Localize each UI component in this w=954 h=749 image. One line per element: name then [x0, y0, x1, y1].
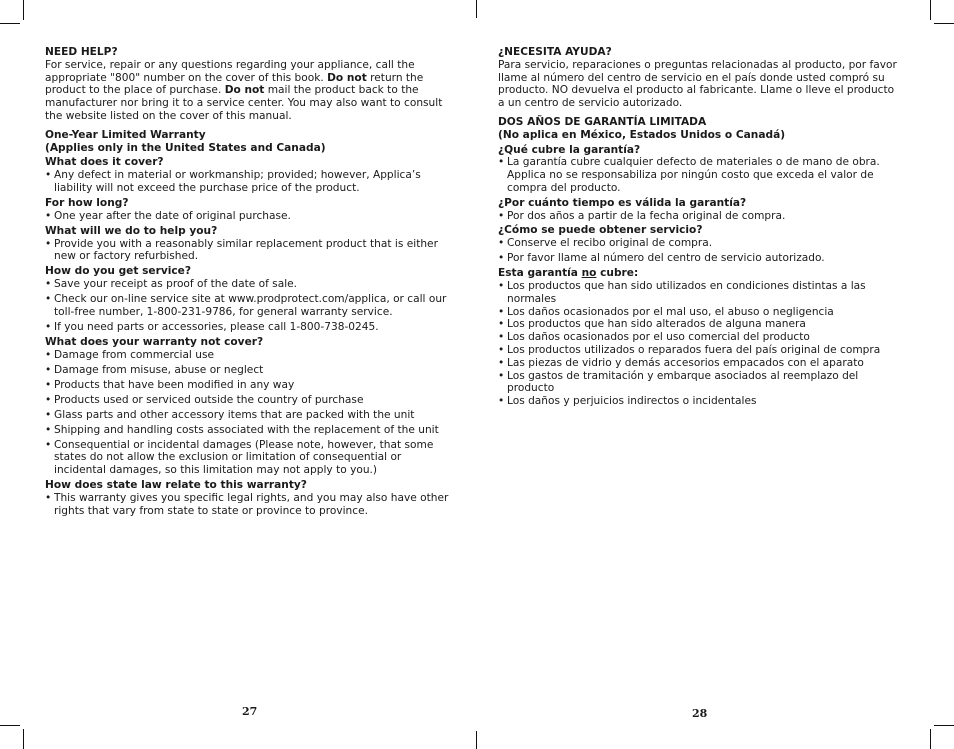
list-item: • Los gastos de tramitación y embarque asociados al reemplazo del producto: [498, 370, 903, 396]
crop-mark: [0, 725, 20, 726]
list-item: • Los productos que han sido alterados de alguna manera: [498, 318, 903, 331]
question-not-cover: What does your warranty not cover?: [45, 335, 264, 348]
service-list: [45, 278, 454, 334]
list-item: • Shipping and handling costs associated with the replacement of the unit: [45, 424, 454, 437]
crop-mark: [23, 729, 24, 749]
crop-mark: [930, 729, 931, 749]
need-help-text: For service, repair or any questions regarding your appliance, call the appropriate "800" number on the cover of this book. Do not return the product to the place of purchase. Do not mail the product back to the manufacturer nor bring it to a service center. You may also want to consult the website listed on the cover of this manual.: [45, 58, 443, 122]
question-cover: What does it cover?: [45, 156, 164, 169]
question-state-law: How does state law relate to this warranty?: [45, 479, 307, 492]
question-service: How do you get service?: [45, 265, 191, 278]
question-valid-es: ¿Por cuánto tiempo es válida la garantía?: [498, 196, 747, 209]
question-not-cover-es: Esta garantía no cubre:: [498, 267, 639, 280]
help-list: [45, 238, 454, 264]
crop-mark: [934, 23, 954, 24]
list-item: • Any defect in material or workmanship; provided; however, Applica’s liability will not exceed the purchase price of the product.: [45, 169, 454, 195]
list-item: • Los daños y perjuicios indirectos o incidentales: [498, 395, 903, 408]
warranty-section: [45, 129, 454, 518]
question-how-long: For how long?: [45, 196, 129, 209]
crop-mark: [23, 0, 24, 20]
crop-mark: [476, 731, 477, 749]
question-service-es: ¿Cómo se puede obtener servicio?: [498, 224, 703, 237]
crop-mark: [934, 725, 954, 726]
list-item: • Los daños ocasionados por el mal uso, el abuso o negligencia: [498, 306, 903, 319]
question-cover-es: ¿Qué cubre la garantía?: [498, 143, 641, 156]
need-help-text-es: Para servicio, reparaciones o preguntas relacionadas al producto, por favor llame al número del centro de servicio en el país donde usted compró su producto. NO devuelva el producto al fabricante. Llame o lleve el producto a un centro de servicio autorizado.: [498, 58, 897, 110]
list-item: • Damage from commercial use: [45, 349, 454, 362]
crop-mark: [476, 0, 477, 18]
service-list-es: [498, 237, 903, 265]
list-item: • Las piezas de vidrio y demás accesorios empacados con el aparato: [498, 357, 903, 370]
warranty-title-es: DOS AÑOS DE GARANTÍA LIMITADA: [498, 115, 707, 128]
page-left-english: [45, 46, 454, 520]
list-item: • La garantía cubre cualquier defecto de materiales o de mano de obra. Applica no se responsabiliza por ningún costo que exceda el valor de compra del producto.: [498, 156, 903, 194]
need-help-title: NEED HELP?: [45, 46, 118, 58]
list-item: • Por favor llame al número del centro de servicio autorizado.: [498, 252, 903, 265]
list-item: • Los daños ocasionados por el uso comercial del producto: [498, 331, 903, 344]
list-item: • Consequential or incidental damages (Please note, however, that some states do not allow the exclusion or limitation of consequential or incidental damages, so this limitation may not apply to you.): [45, 439, 454, 477]
list-item: • Products that have been modified in any way: [45, 379, 454, 392]
list-item: • Conserve el recibo original de compra.: [498, 237, 903, 250]
list-item: • Products used or serviced outside the country of purchase: [45, 394, 454, 407]
valid-list-es: [498, 210, 903, 223]
crop-mark: [930, 0, 931, 20]
page-number-left: 27: [242, 705, 258, 718]
question-help: What will we do to help you?: [45, 224, 218, 237]
list-item: • Provide you with a reasonably similar replacement product that is either new or factory refurbished.: [45, 238, 454, 264]
list-item: • Damage from misuse, abuse or neglect: [45, 364, 454, 377]
list-item: • This warranty gives you specific legal rights, and you may also have other rights that vary from state to state or province to province.: [45, 492, 454, 518]
need-help-section: [45, 46, 454, 123]
warranty-section-es: [498, 116, 903, 408]
list-item: • Los productos utilizados o reparados fuera del país original de compra: [498, 344, 903, 357]
state-law-list: [45, 492, 454, 518]
warranty-title: One-Year Limited Warranty: [45, 128, 206, 141]
crop-mark: [0, 23, 20, 24]
not-cover-list-es: [498, 280, 903, 408]
page-number-right: 28: [692, 707, 708, 720]
list-item: • One year after the date of original purchase.: [45, 210, 454, 223]
list-item: • If you need parts or accessories, please call 1-800-738-0245.: [45, 321, 454, 334]
cover-list: [45, 169, 454, 195]
list-item: • Save your receipt as proof of the date of sale.: [45, 278, 454, 291]
list-item: • Glass parts and other accessory items that are packed with the unit: [45, 409, 454, 422]
warranty-subtitle: (Applies only in the United States and Canada): [45, 141, 326, 154]
cover-list-es: [498, 156, 903, 194]
need-help-title-es: ¿NECESITA AYUDA?: [498, 46, 612, 58]
need-help-section-es: [498, 46, 903, 110]
list-item: • Los productos que han sido utilizados en condiciones distintas a las normales: [498, 280, 903, 306]
not-cover-list: [45, 349, 454, 477]
list-item: • Check our on-line service site at www.prodprotect.com/applica, or call our toll-free number, 1-800-231-9786, for general warranty service.: [45, 293, 454, 319]
how-long-list: [45, 210, 454, 223]
list-item: • Por dos años a partir de la fecha original de compra.: [498, 210, 903, 223]
warranty-subtitle-es: (No aplica en México, Estados Unidos o Canadá): [498, 128, 786, 141]
page-right-spanish: [498, 46, 903, 408]
